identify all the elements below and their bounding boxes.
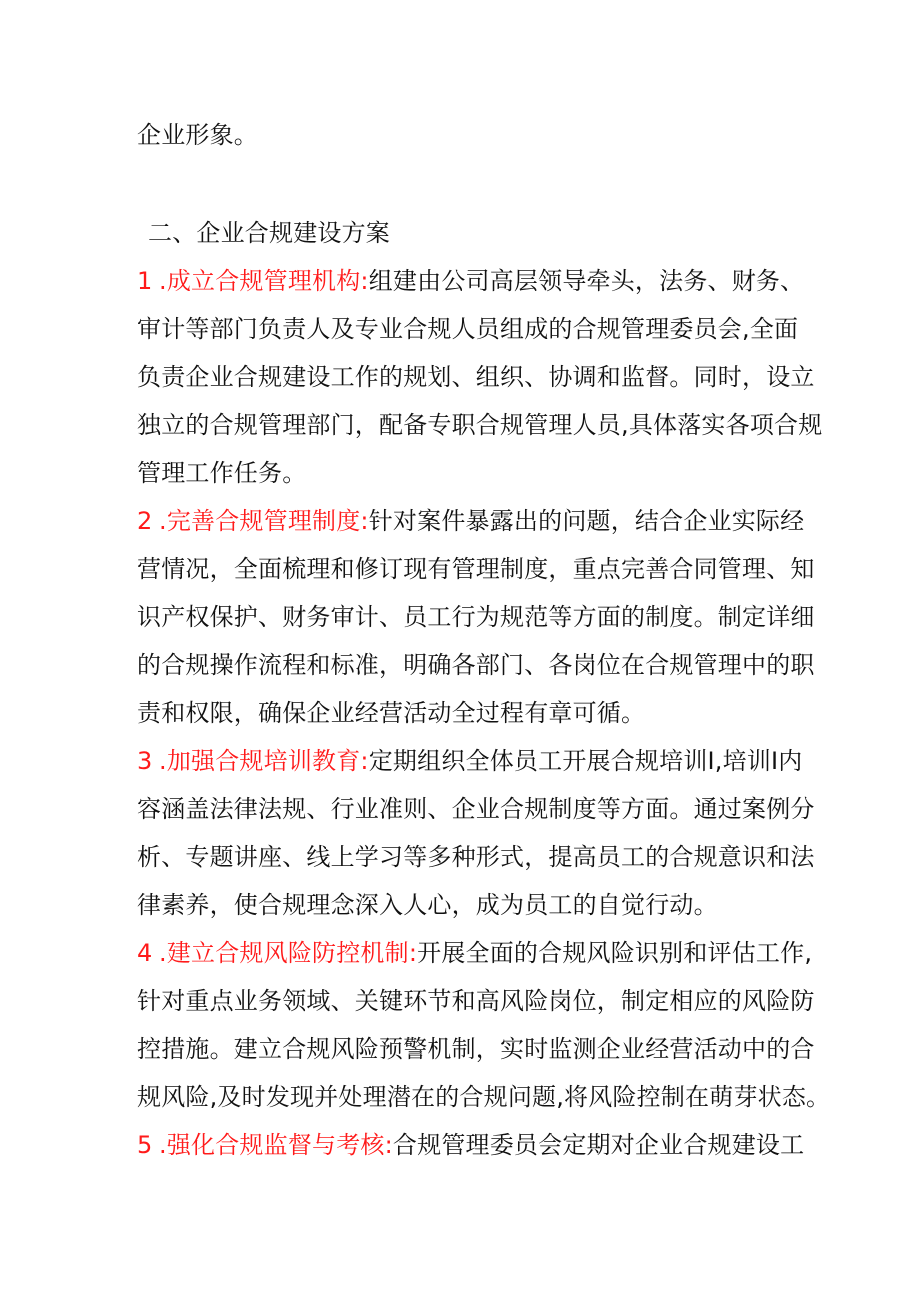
list-item-5-first-line	[137, 1130, 804, 1160]
list-item-line: 管理工作任务。	[137, 459, 307, 487]
list-item-title: .强化合规监督与考核:	[159, 1131, 393, 1159]
list-item-line: 营情况，全面梳理和修订现有管理制度，重点完善合同管理、知	[137, 555, 815, 583]
list-item-number: 2	[137, 507, 153, 535]
list-item-line: 独立的合规管理部门，配备专职合规管理人员,具体落实各项合规	[137, 411, 823, 439]
list-item-number: 5	[137, 1131, 153, 1159]
list-item-line: 规风险,及时发现并处理潜在的合规问题,将风险控制在萌芽状态。	[137, 1083, 831, 1111]
list-item-line: 审计等部门负责人及专业合规人员组成的合规管理委员会,全面	[137, 315, 799, 343]
list-item-text: 定期组织全体员工开展合规培训I,培训I内	[368, 747, 803, 775]
list-item-2-first-line	[137, 506, 804, 536]
list-item-number: 4	[137, 939, 153, 967]
list-item-line: 律素养，使合规理念深入人心，成为员工的自觉行动。	[137, 891, 718, 919]
list-item-title: .完善合规管理制度:	[159, 507, 369, 535]
list-item-1-first-line	[137, 266, 804, 296]
list-item-number: 1	[137, 267, 153, 295]
list-item-title: .加强合规培训教育:	[159, 747, 369, 775]
list-item-text: 合规管理委员会定期对企业合规建设工	[392, 1131, 805, 1159]
list-item-text: 针对案件暴露出的问题，结合企业实际经	[368, 507, 805, 535]
list-item-3-first-line	[137, 746, 803, 776]
list-item-title: .建立合规风险防控机制:	[159, 939, 418, 967]
list-item-line: 容涵盖法律法规、行业准则、企业合规制度等方面。通过案例分	[137, 795, 815, 823]
list-item-text: 开展全面的合规风险识别和评估工作,	[417, 939, 813, 967]
list-item-line: 控措施。建立合规风险预警机制，实时监测企业经营活动中的合	[137, 1035, 815, 1063]
section-heading: 二、企业合规建设方案	[148, 219, 390, 247]
list-item-text: 组建由公司高层领导牵头，法务、财务、	[368, 267, 805, 295]
paragraph-tail: 企业形象。	[137, 121, 258, 149]
list-item-number: 3	[137, 747, 153, 775]
list-item-line: 责和权限，确保企业经营活动全过程有章可循。	[137, 699, 646, 727]
list-item-line: 负责企业合规建设工作的规划、组织、协调和监督。同时，设立	[137, 363, 815, 391]
list-item-line: 的合规操作流程和标准，明确各部门、各岗位在合规管理中的职	[137, 651, 815, 679]
list-item-line: 针对重点业务领域、关键环节和高风险岗位，制定相应的风险防	[137, 987, 815, 1015]
list-item-line: 析、专题讲座、线上学习等多种形式，提高员工的合规意识和法	[137, 843, 815, 871]
list-item-line: 识产权保护、财务审计、员工行为规范等方面的制度。制定详细	[137, 603, 815, 631]
list-item-title: .成立合规管理机构:	[159, 267, 369, 295]
list-item-4-first-line	[137, 938, 812, 968]
